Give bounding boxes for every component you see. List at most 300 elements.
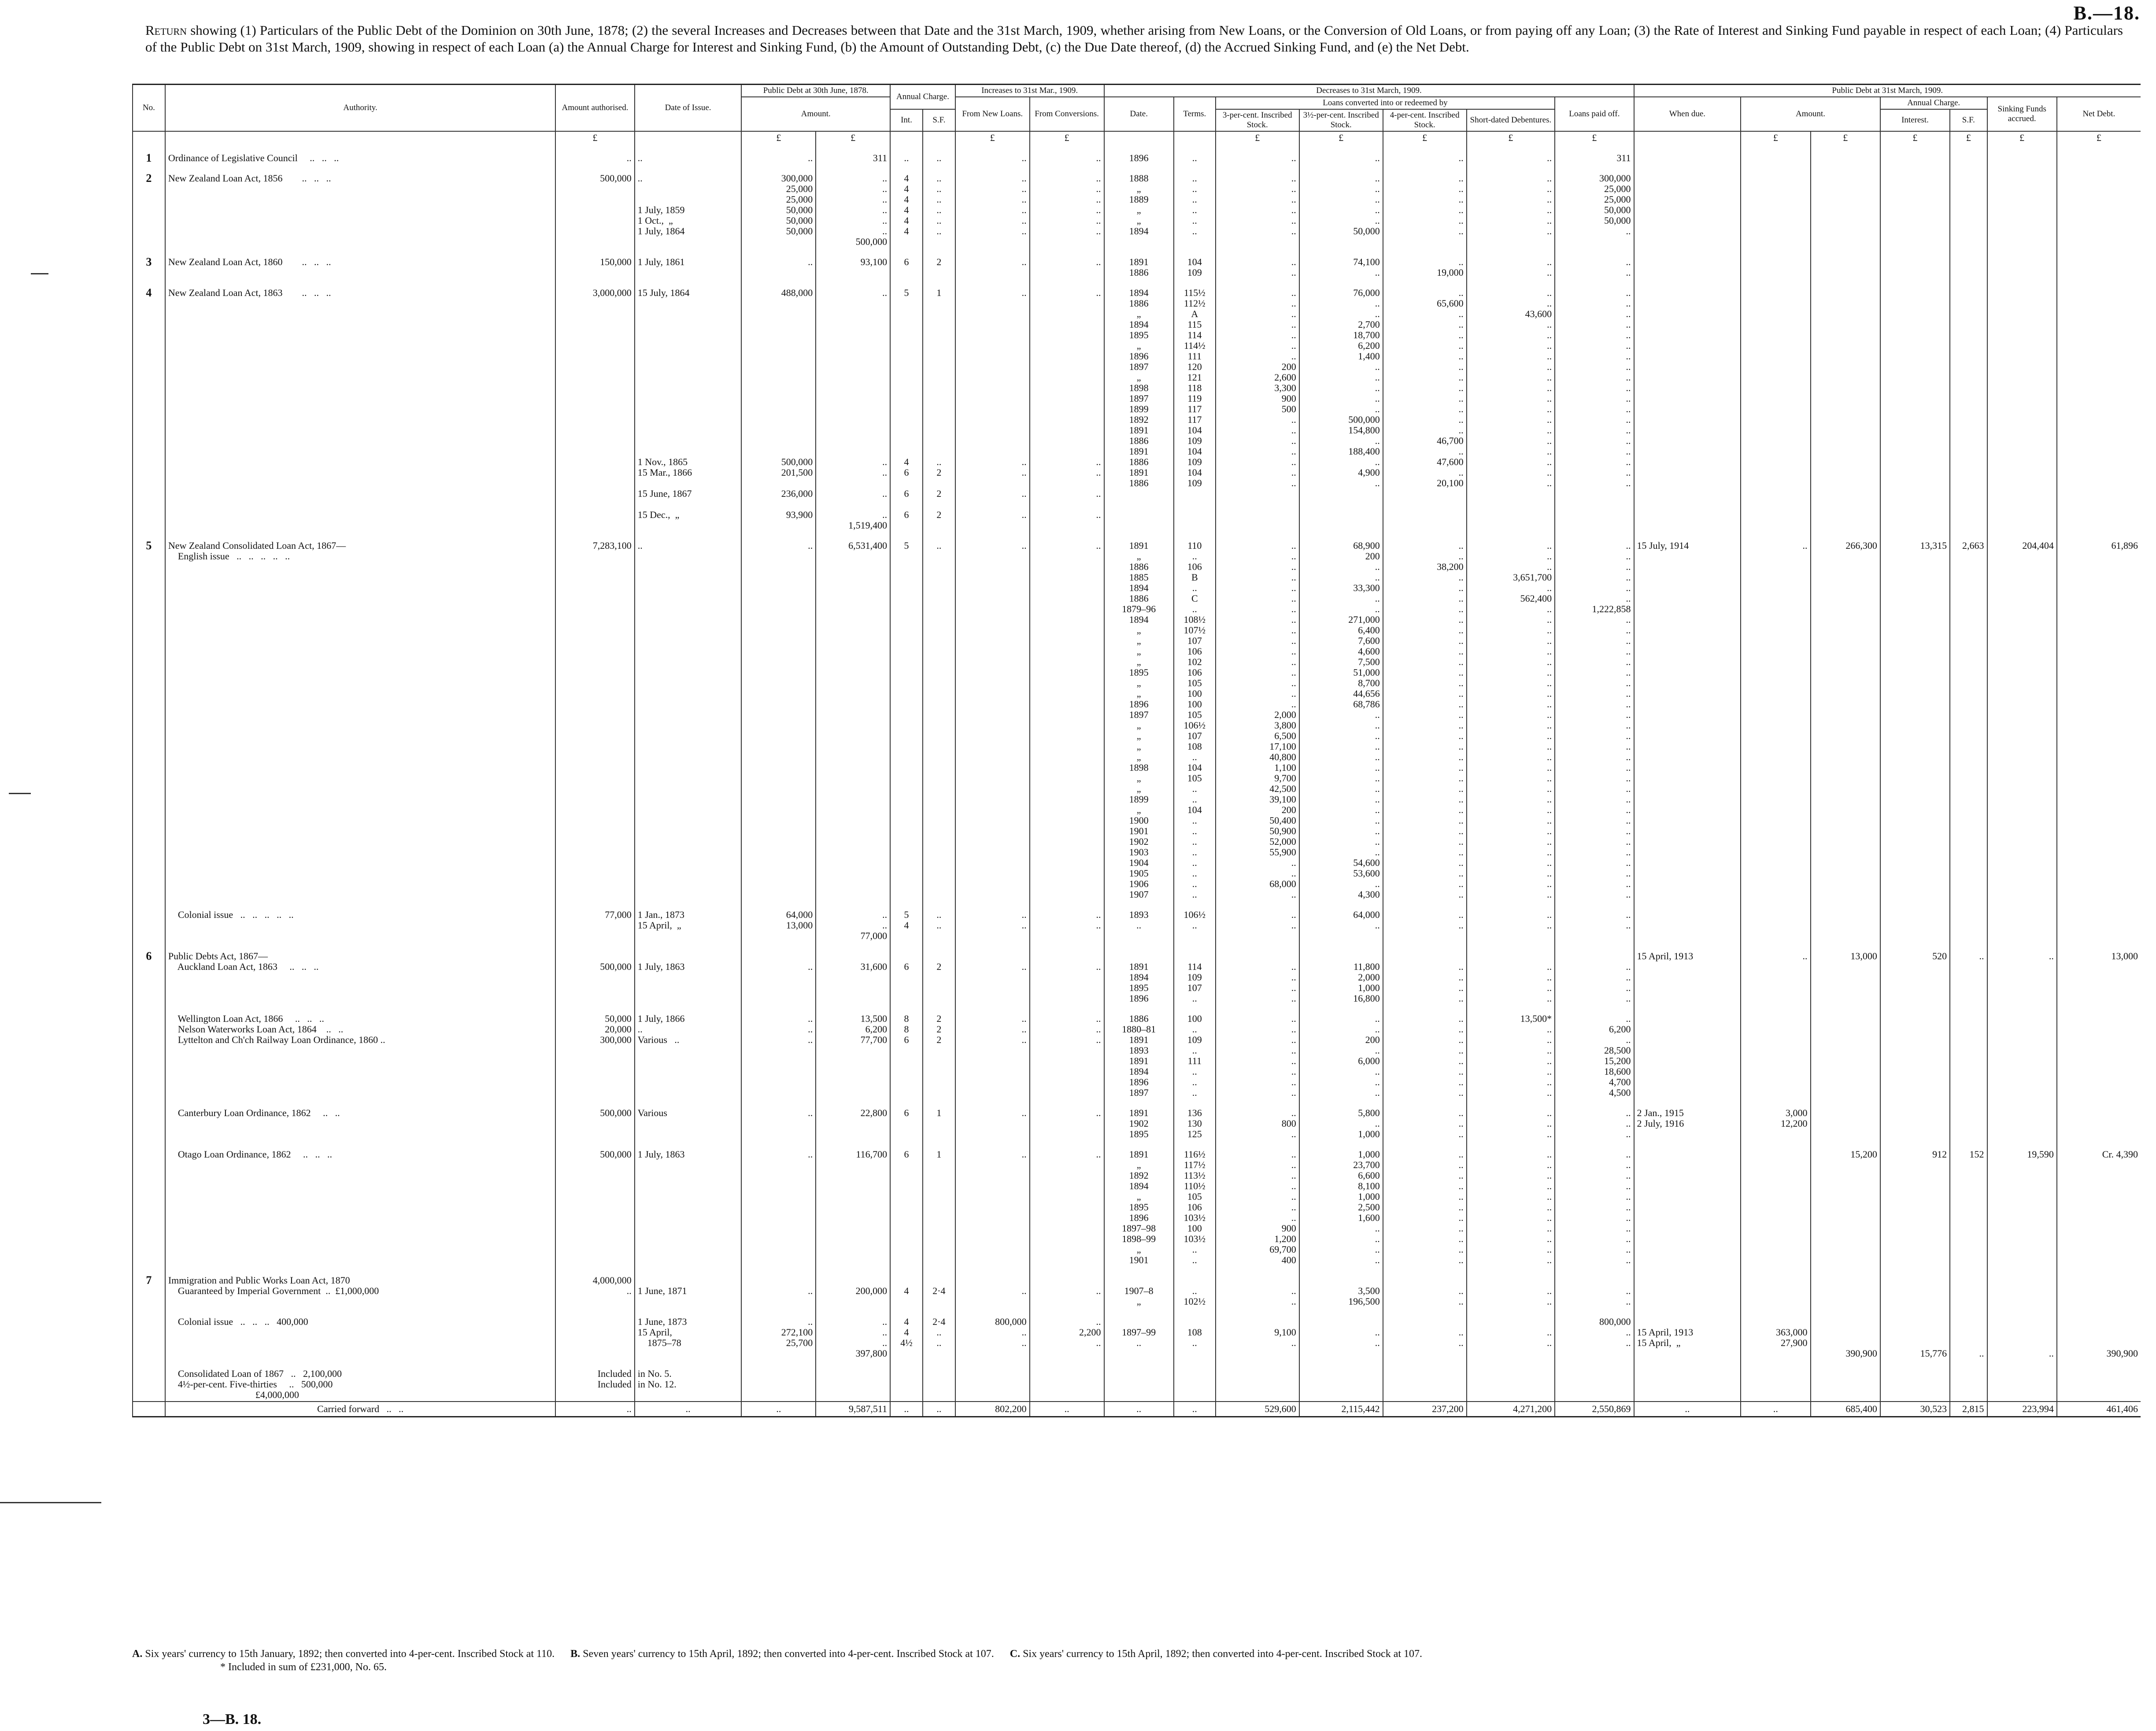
cell-s3: .. .. .. .. .. .. .. .. .. .. .. .. .. .. .. .. 2,000 3,800 6,500 17,100 40,800 1,100 9,700 42,500 39,100 200 50,400 50,900 52,000 55,900 .. .. 68,000 .. bbox=[1216, 532, 1299, 901]
cell-s3: .. .. .. .. .. .. .. .. bbox=[1216, 1005, 1299, 1099]
cell: 2,115,442 bbox=[1299, 1402, 1383, 1417]
cell-asf bbox=[1950, 1266, 1987, 1308]
header-4pc: 4-per-cent. Inscribed Stock. bbox=[1383, 109, 1467, 131]
loan-row bbox=[133, 279, 2141, 532]
cell-due bbox=[1634, 1360, 1741, 1402]
loan-number: 5 bbox=[133, 532, 165, 901]
cell-due: 2 Jan., 1915 2 July, 1916 bbox=[1634, 1099, 1741, 1140]
margin-mark bbox=[9, 793, 31, 794]
cell-asf bbox=[1950, 248, 1987, 279]
header-increases: Increases to 31st Mar., 1909. bbox=[955, 85, 1104, 97]
cell-am1: 3,000 12,200 bbox=[1741, 1099, 1810, 1140]
header-3half-pc: 3½-per-cent. Inscribed Stock. bbox=[1299, 109, 1383, 131]
cell-a1: .. bbox=[741, 532, 816, 901]
cell-sf: 1 bbox=[923, 1099, 955, 1140]
authority-cell: Ordinance of Legislative Council .. .. .. bbox=[165, 144, 555, 164]
cell-doi: Various bbox=[635, 1099, 742, 1140]
cell-am2 bbox=[1811, 1360, 1880, 1402]
cell-aa: 7,283,100 bbox=[555, 532, 634, 901]
title-text: showing (1) Particulars of the Public Debt of the Dominion on 30th June, 1878; (2) the several Increases and Decreases between that Date and the 31st March, 1909, whether arising from New Loans, or the Conversion of Old Loans, or from paying off any Loan; (3) the Rate of Interest and Sinking Fund payable in respect of each Loan; (4) Particulars of the Public Debt on 31st March, 1909, showing in respect of each Loan (a) the Annual Charge for Interest and Sinking Fund, (b) the Amount of Outstanding Debt, (c) the Due Date thereof, (d) the Accrued Sinking Fund, and (e) the Net Debt. bbox=[145, 22, 2123, 55]
cell: 223,994 bbox=[1987, 1402, 2057, 1417]
header-annual-charge-1909: Annual Charge. bbox=[1880, 97, 1987, 109]
page-footer: 3—B. 18. bbox=[203, 1711, 262, 1727]
title-lead: Return bbox=[145, 22, 187, 38]
cell-asf: 152 bbox=[1950, 1140, 1987, 1266]
cell-doi: in No. 5. in No. 12. bbox=[635, 1360, 742, 1402]
cell-po: .. .. .. bbox=[1555, 1099, 1634, 1140]
cell-am2: 13,000 bbox=[1811, 942, 1880, 1005]
cell-doi: 1 July, 1861 bbox=[635, 248, 742, 279]
cell-sfa: .. bbox=[1987, 942, 2057, 1005]
cell-fc: .. 2,200 .. bbox=[1030, 1308, 1104, 1360]
cell-nl: .. bbox=[955, 942, 1030, 1005]
cell-aa: 500,000 bbox=[555, 942, 634, 1005]
cell-int: 5 4 bbox=[890, 901, 923, 942]
cell-a2: .. .. 77,000 bbox=[816, 901, 890, 942]
header-3pc: 3-per-cent. Inscribed Stock. bbox=[1216, 109, 1299, 131]
cell-am2: 266,300 bbox=[1811, 532, 1880, 901]
pound-sign: £ bbox=[1383, 131, 1467, 144]
carried-forward-row bbox=[133, 1402, 2141, 1417]
cell-a2: 31,600 bbox=[816, 942, 890, 1005]
cell-nl: .. bbox=[955, 1140, 1030, 1266]
cell-fc: .. bbox=[1030, 1099, 1104, 1140]
cell-s4: .. .. bbox=[1383, 1308, 1467, 1360]
footnote-b-mark: B. bbox=[570, 1648, 581, 1660]
cell-sf: 2·4 bbox=[923, 1266, 955, 1308]
cell-s4: .. .. .. .. .. .. .. .. .. .. .. bbox=[1383, 1140, 1467, 1266]
cell-nl: .. .. .. .. .. .. bbox=[955, 164, 1030, 248]
cell-am1 bbox=[1741, 279, 1810, 532]
cell-net bbox=[2057, 1005, 2141, 1099]
cell: 4,271,200 bbox=[1467, 1402, 1555, 1417]
loan-number bbox=[133, 901, 165, 942]
header-sinking-funds: Sinking Funds accrued. bbox=[1987, 97, 2057, 131]
cell-nl: .. .. .. bbox=[955, 1005, 1030, 1099]
cell-ai bbox=[1880, 279, 1950, 532]
cell-aa: 77,000 bbox=[555, 901, 634, 942]
cell-am1 bbox=[1741, 1140, 1810, 1266]
cell-s4: .. .. .. .. bbox=[1383, 942, 1467, 1005]
cell-net bbox=[2057, 1360, 2141, 1402]
cell-sf: 1 .. 2 2 2 bbox=[923, 279, 955, 532]
cell-sfa: 19,590 bbox=[1987, 1140, 2057, 1266]
cell-nl: .. .. .. .. .. bbox=[955, 279, 1030, 532]
cell-net: 390,900 bbox=[2057, 1308, 2141, 1360]
cell-doi: 1 July, 1866 .. Various .. bbox=[635, 1005, 742, 1099]
loan-row bbox=[133, 1308, 2141, 1360]
cell-dt: 1891 „ 1892 1894 „ 1895 1896 1897–98 1898–99 „ 1901 bbox=[1104, 1140, 1174, 1266]
cell-tm: .. bbox=[1174, 144, 1216, 164]
cell-sfa bbox=[1987, 1266, 2057, 1308]
loan-row bbox=[133, 164, 2141, 248]
cell-aa bbox=[555, 1308, 634, 1360]
cell-s35: .. .. bbox=[1299, 1308, 1383, 1360]
cell-a1: .. .. .. bbox=[741, 1005, 816, 1099]
pound-sign: £ bbox=[816, 131, 890, 144]
footnote-b: Seven years' currency to 15th April, 1892; then converted into 4-per-cent. Inscribed Stock at 107. bbox=[580, 1648, 994, 1660]
cell-sd: .. .. bbox=[1467, 248, 1555, 279]
loan-row bbox=[133, 144, 2141, 164]
authority-cell: Otago Loan Ordinance, 1862 .. .. .. bbox=[165, 1140, 555, 1266]
authority-cell: Consolidated Loan of 1867 .. 2,100,000 4½-per-cent. Five-thirties .. 500,000 £4,000,000 bbox=[165, 1360, 555, 1402]
cell-s3: .. 800 .. bbox=[1216, 1099, 1299, 1140]
header-from-new-loans: From New Loans. bbox=[955, 97, 1030, 131]
cell-due: 15 April, 1913 bbox=[1634, 942, 1741, 1005]
cell-a1: .. 272,100 25,700 bbox=[741, 1308, 816, 1360]
cell-nl bbox=[955, 1360, 1030, 1402]
pound-sign: £ bbox=[555, 131, 634, 144]
cell-dt: 1886 1880–81 1891 1893 1891 1894 1896 1897 bbox=[1104, 1005, 1174, 1099]
pound-sign: £ bbox=[1987, 131, 2057, 144]
cell-po: .. .. .. .. .. .. 1,222,858 .. .. .. .. .. .. .. .. .. .. .. .. .. .. .. .. .. .. .. .. .. .. .. .. .. .. .. bbox=[1555, 532, 1634, 901]
cell-doi: 1 July, 1863 bbox=[635, 942, 742, 1005]
cell: 685,400 bbox=[1811, 1402, 1880, 1417]
cell-fc: .. bbox=[1030, 1266, 1104, 1308]
header-from-conversions: From Conversions. bbox=[1030, 97, 1104, 131]
cell-int: 6 bbox=[890, 248, 923, 279]
cell-sd bbox=[1467, 1360, 1555, 1402]
cell-sf: .. .. .. .. .. .. bbox=[923, 164, 955, 248]
cell-ai bbox=[1880, 1266, 1950, 1308]
loan-row bbox=[133, 1360, 2141, 1402]
cell-am1 bbox=[1741, 901, 1810, 942]
loan-number: 2 bbox=[133, 164, 165, 248]
cell-tm bbox=[1174, 1360, 1216, 1402]
public-debt-table bbox=[132, 84, 2141, 1417]
cell-doi: 15 July, 1864 1 Nov., 1865 15 Mar., 1866 15 June, 1867 15 Dec., „ bbox=[635, 279, 742, 532]
header-int: Int. bbox=[890, 109, 923, 131]
cell-due bbox=[1634, 1140, 1741, 1266]
cell-net: 13,000 bbox=[2057, 942, 2141, 1005]
cell-int: 6 bbox=[890, 1140, 923, 1266]
cell: .. bbox=[890, 1402, 923, 1417]
cell: 802,200 bbox=[955, 1402, 1030, 1417]
loan-row bbox=[133, 1005, 2141, 1099]
loan-row bbox=[133, 901, 2141, 942]
cell-aa: 500,000 bbox=[555, 164, 634, 248]
cell-am2: 390,900 bbox=[1811, 1308, 1880, 1360]
cell-a1: .. bbox=[741, 1140, 816, 1266]
authority-cell: Colonial issue .. .. .. 400,000 bbox=[165, 1308, 555, 1360]
cell-s35: 68,900 200 .. .. 33,300 .. .. 271,000 6,400 7,600 4,600 7,500 51,000 8,700 44,656 68,786 .. .. .. .. .. .. .. .. .. .. .. .. .. .. 54,600 53,600 .. 4,300 bbox=[1299, 532, 1383, 901]
cell-a1 bbox=[741, 1360, 816, 1402]
cell-int: 4 4 4 4 4 4 bbox=[890, 164, 923, 248]
cell: 30,523 bbox=[1880, 1402, 1950, 1417]
cell-s35: 76,000 .. .. 2,700 18,700 6,200 1,400 .. .. .. .. .. 500,000 154,800 .. 188,400 .. 4,900 .. bbox=[1299, 279, 1383, 532]
cell-a2: 6,531,400 bbox=[816, 532, 890, 901]
header-terms: Terms. bbox=[1174, 97, 1216, 131]
authority-cell: New Zealand Loan Act, 1860 .. .. .. bbox=[165, 248, 555, 279]
cell-dt: 1896 bbox=[1104, 144, 1174, 164]
cell-a2: 93,100 bbox=[816, 248, 890, 279]
authority-cell: Immigration and Public Works Loan Act, 1870 Guaranteed by Imperial Government .. £1,000,000 bbox=[165, 1266, 555, 1308]
pound-sign: £ bbox=[1555, 131, 1634, 144]
loan-number bbox=[133, 1140, 165, 1266]
cell-asf bbox=[1950, 144, 1987, 164]
cell-sfa bbox=[1987, 144, 2057, 164]
cell-ai: 15,776 bbox=[1880, 1308, 1950, 1360]
cell-am2 bbox=[1811, 1005, 1880, 1099]
cell-sf: .. bbox=[923, 532, 955, 901]
cell-s3 bbox=[1216, 1360, 1299, 1402]
cell-dt: 1897–99 .. bbox=[1104, 1308, 1174, 1360]
cell-a2: 311 bbox=[816, 144, 890, 164]
cell: .. bbox=[1030, 1402, 1104, 1417]
cell-asf bbox=[1950, 1099, 1987, 1140]
cell-a1: .. bbox=[741, 248, 816, 279]
cell-am2: 15,200 bbox=[1811, 1140, 1880, 1266]
cell-aa: 3,000,000 bbox=[555, 279, 634, 532]
cell-nl: .. bbox=[955, 248, 1030, 279]
cell-int bbox=[890, 1360, 923, 1402]
cell-am1 bbox=[1741, 1005, 1810, 1099]
cell-a2: 13,500 6,200 77,700 bbox=[816, 1005, 890, 1099]
header-short-dated: Short-dated Debentures. bbox=[1467, 109, 1555, 131]
loan-row bbox=[133, 942, 2141, 1005]
pound-sign: £ bbox=[955, 131, 1030, 144]
cell-dt: 1891 1902 1895 bbox=[1104, 1099, 1174, 1140]
cell-am1 bbox=[1741, 164, 1810, 248]
cell-am1: .. bbox=[1741, 532, 1810, 901]
cell: 529,600 bbox=[1216, 1402, 1299, 1417]
footnote-c-mark: C. bbox=[1010, 1648, 1021, 1660]
cell-am2 bbox=[1811, 1099, 1880, 1140]
cell-po: .. .. bbox=[1555, 1266, 1634, 1308]
cell-nl: .. bbox=[955, 532, 1030, 901]
cell-ai bbox=[1880, 144, 1950, 164]
cell: 2,815 bbox=[1950, 1402, 1987, 1417]
cell-s35: 64,000 .. bbox=[1299, 901, 1383, 942]
cell-nl: .. bbox=[955, 1099, 1030, 1140]
cell-tm: 108 .. bbox=[1174, 1308, 1216, 1360]
cell-asf bbox=[1950, 901, 1987, 942]
cell-aa: 150,000 bbox=[555, 248, 634, 279]
pound-sign: £ bbox=[1299, 131, 1383, 144]
cell-int: 5 bbox=[890, 532, 923, 901]
cell-s4: .. .. 38,200 .. .. .. .. .. .. .. .. .. .. .. .. .. .. .. .. .. .. .. .. .. .. .. .. .. .. .. .. .. .. .. bbox=[1383, 532, 1467, 901]
cell-int: 4 bbox=[890, 1266, 923, 1308]
margin-mark bbox=[0, 1502, 101, 1503]
footnote-star: * Included in sum of £231,000, No. 65. bbox=[220, 1661, 387, 1673]
cell-sf: 2 bbox=[923, 248, 955, 279]
cell-am1 bbox=[1741, 144, 1810, 164]
loan-number: 3 bbox=[133, 248, 165, 279]
cell-tm: 115½ 112½ A 115 114 114½ 111 120 121 118 119 117 117 104 109 104 109 104 109 bbox=[1174, 279, 1216, 532]
cell-s35: 3,500 196,500 bbox=[1299, 1266, 1383, 1308]
cell: .. bbox=[1634, 1402, 1741, 1417]
cell-nl: 800,000 .. .. bbox=[955, 1308, 1030, 1360]
cell-sf: 2 2 2 bbox=[923, 1005, 955, 1099]
cell-tm: 106½ .. bbox=[1174, 901, 1216, 942]
cell-sfa: 204,404 bbox=[1987, 532, 2057, 901]
carried-forward-label: Carried forward .. .. bbox=[165, 1402, 555, 1417]
loan-number bbox=[133, 1005, 165, 1099]
cell-s4: .. 65,600 .. .. .. .. .. .. .. .. .. .. .. .. 46,700 .. 47,600 .. 20,100 bbox=[1383, 279, 1467, 532]
cell-int: 6 bbox=[890, 942, 923, 1005]
cell-aa: .. bbox=[555, 144, 634, 164]
cell-sf: .. .. bbox=[923, 901, 955, 942]
cell-asf bbox=[1950, 1360, 1987, 1402]
cell-ai bbox=[1880, 248, 1950, 279]
cell-s4: .. .. .. .. .. .. .. .. bbox=[1383, 1005, 1467, 1099]
cell-doi: 1 June, 1871 bbox=[635, 1266, 742, 1308]
loan-number: 7 bbox=[133, 1266, 165, 1308]
loan-number bbox=[133, 1099, 165, 1140]
cell-doi: .. 1 July, 1859 1 Oct., „ 1 July, 1864 bbox=[635, 164, 742, 248]
cell: 461,406 bbox=[2057, 1402, 2141, 1417]
cell-s3: .. .. .. .. .. .. .. 900 1,200 69,700 400 bbox=[1216, 1140, 1299, 1266]
cell-int: .. bbox=[890, 144, 923, 164]
header-decreases: Decreases to 31st March, 1909. bbox=[1104, 85, 1634, 97]
cell-sd: .. .. .. 3,651,700 .. 562,400 .. .. .. .. .. .. .. .. .. .. .. .. .. .. .. .. .. .. .. .. .. .. .. .. .. .. .. .. bbox=[1467, 532, 1555, 901]
cell-dt: 1888 „ 1889 „ „ 1894 bbox=[1104, 164, 1174, 248]
pound-sign: £ bbox=[1216, 131, 1299, 144]
pound-sign: £ bbox=[741, 131, 816, 144]
footnotes bbox=[132, 1647, 2141, 1674]
cell-a2: 22,800 bbox=[816, 1099, 890, 1140]
header-sf: S.F. bbox=[923, 109, 955, 131]
cell-sf: 2·4 .. .. bbox=[923, 1308, 955, 1360]
cell-s4: .. .. .. bbox=[1383, 1099, 1467, 1140]
margin-mark bbox=[31, 273, 48, 274]
cell-s4: .. .. bbox=[1383, 901, 1467, 942]
cell: 9,587,511 bbox=[816, 1402, 890, 1417]
cell-sfa bbox=[1987, 901, 2057, 942]
cell-tm: 104 109 bbox=[1174, 248, 1216, 279]
authority-cell: Wellington Loan Act, 1866 .. .. .. Nelson Waterworks Loan Act, 1864 .. .. Lyttelton and Ch'ch Railway Loan Ordinance, 1860 .. bbox=[165, 1005, 555, 1099]
cell-am1: 363,000 27,900 bbox=[1741, 1308, 1810, 1360]
cell: 2,550,869 bbox=[1555, 1402, 1634, 1417]
cell-ai bbox=[1880, 1360, 1950, 1402]
header-amount-authorised: Amount authorised. bbox=[555, 85, 634, 132]
authority-cell: New Zealand Loan Act, 1863 .. .. .. bbox=[165, 279, 555, 532]
cell-sf: 1 bbox=[923, 1140, 955, 1266]
authority-cell: Canterbury Loan Ordinance, 1862 .. .. bbox=[165, 1099, 555, 1140]
cell-am1 bbox=[1741, 1266, 1810, 1308]
cell-a2: .. .. .. .. .. 1,519,400 bbox=[816, 279, 890, 532]
cell-tm: .. 102½ bbox=[1174, 1266, 1216, 1308]
cell-sf: 2 bbox=[923, 942, 955, 1005]
cell-asf bbox=[1950, 1005, 1987, 1099]
cell-s35: .. .. .. .. .. 50,000 bbox=[1299, 164, 1383, 248]
cell: .. bbox=[635, 1402, 742, 1417]
cell-fc: .. bbox=[1030, 248, 1104, 279]
cell-nl: .. bbox=[955, 144, 1030, 164]
cell-po: .. .. .. .. .. .. .. .. .. .. .. bbox=[1555, 1140, 1634, 1266]
cell-dt: 1893 .. bbox=[1104, 901, 1174, 942]
cell-asf bbox=[1950, 164, 1987, 248]
currency-row bbox=[133, 131, 2141, 144]
cell-am2 bbox=[1811, 144, 1880, 164]
header-amount-1909: Amount. bbox=[1741, 97, 1880, 131]
cell-tm: 116½ 117½ 113½ 110½ 105 106 103½ 100 103½ .. .. bbox=[1174, 1140, 1216, 1266]
pound-sign: £ bbox=[1467, 131, 1555, 144]
cell-ai: 13,315 bbox=[1880, 532, 1950, 901]
header-date: Date. bbox=[1104, 97, 1174, 131]
header-loans-paid-off: Loans paid off. bbox=[1555, 97, 1634, 131]
cell-s4: .. .. .. .. .. .. bbox=[1383, 164, 1467, 248]
cell: .. bbox=[923, 1402, 955, 1417]
cell-int: 8 8 6 bbox=[890, 1005, 923, 1099]
cell-fc bbox=[1030, 1360, 1104, 1402]
cell-doi: .. bbox=[635, 144, 742, 164]
cell-s3: .. .. .. .. .. .. .. 200 2,600 3,300 900 500 .. .. .. .. .. .. .. bbox=[1216, 279, 1299, 532]
loan-number bbox=[133, 1360, 165, 1402]
cell-po: 800,000 .. .. bbox=[1555, 1308, 1634, 1360]
cell-s35: 11,800 2,000 1,000 16,800 bbox=[1299, 942, 1383, 1005]
loan-number: 6 bbox=[133, 942, 165, 1005]
cell-asf: 2,663 bbox=[1950, 532, 1987, 901]
cell-due: 15 July, 1914 bbox=[1634, 532, 1741, 901]
cell-dt: 1907–8 „ bbox=[1104, 1266, 1174, 1308]
cell-sfa: .. bbox=[1987, 1308, 2057, 1360]
cell-sd: .. bbox=[1467, 144, 1555, 164]
cell-aa: 500,000 bbox=[555, 1140, 634, 1266]
header-amount: Amount. bbox=[741, 97, 890, 131]
cell-fc: .. bbox=[1030, 942, 1104, 1005]
cell-nl: .. .. bbox=[955, 901, 1030, 942]
header-interest: Interest. bbox=[1880, 109, 1950, 131]
cell-due bbox=[1634, 248, 1741, 279]
cell-aa: 50,000 20,000 300,000 bbox=[555, 1005, 634, 1099]
header-date-of-issue: Date of Issue. bbox=[635, 85, 742, 132]
cell-fc: .. .. bbox=[1030, 901, 1104, 942]
cell-am2 bbox=[1811, 1266, 1880, 1308]
authority-cell: Public Debts Act, 1867— Auckland Loan Act, 1863 .. .. .. bbox=[165, 942, 555, 1005]
authority-cell: New Zealand Consolidated Loan Act, 1867— English issue .. .. .. .. .. bbox=[165, 532, 555, 901]
pound-sign: £ bbox=[1741, 131, 1810, 144]
cell-po: .. .. bbox=[1555, 248, 1634, 279]
cell-s4 bbox=[1383, 1360, 1467, 1402]
cell-aa: 500,000 bbox=[555, 1099, 634, 1140]
pound-sign: £ bbox=[2057, 131, 2141, 144]
cell-nl: .. bbox=[955, 1266, 1030, 1308]
cell-sd: .. .. .. .. .. .. bbox=[1467, 164, 1555, 248]
loan-row bbox=[133, 1140, 2141, 1266]
cell-int: 6 bbox=[890, 1099, 923, 1140]
cell-asf: .. bbox=[1950, 1308, 1987, 1360]
cell-s3: .. bbox=[1216, 144, 1299, 164]
cell-due: 15 April, 1913 15 April, „ bbox=[1634, 1308, 1741, 1360]
cell-am2 bbox=[1811, 279, 1880, 532]
cell-s4: .. 19,000 bbox=[1383, 248, 1467, 279]
cell-s35: .. bbox=[1299, 144, 1383, 164]
cell-sd: .. .. .. .. bbox=[1467, 942, 1555, 1005]
cell-a2: 200,000 bbox=[816, 1266, 890, 1308]
cell-ai bbox=[1880, 164, 1950, 248]
cell-tm: 100 .. 109 .. 111 .. .. .. bbox=[1174, 1005, 1216, 1099]
loan-row bbox=[133, 532, 2141, 901]
pound-sign: £ bbox=[1030, 131, 1104, 144]
cell-s35: .. .. 200 .. 6,000 .. .. .. bbox=[1299, 1005, 1383, 1099]
cell-dt: 1891 1894 1895 1896 bbox=[1104, 942, 1174, 1005]
cell-dt: 1891 1886 bbox=[1104, 248, 1174, 279]
cell-tm: .. .. .. .. .. .. bbox=[1174, 164, 1216, 248]
cell-s3: .. .. bbox=[1216, 248, 1299, 279]
cell-tm: 110 .. 106 B .. C .. 108½ 107½ 107 106 102 106 105 100 100 105 106½ 107 108 .. 104 105 .. .. 104 .. .. .. .. .. .. .. .. bbox=[1174, 532, 1216, 901]
header-converted: Loans converted into or redeemed by bbox=[1216, 97, 1555, 109]
cell-sfa bbox=[1987, 1099, 2057, 1140]
cell: .. bbox=[1174, 1402, 1216, 1417]
cell-due bbox=[1634, 1266, 1741, 1308]
cell-dt: 1894 1886 „ 1894 1895 „ 1896 1897 „ 1898 1897 1899 1892 1891 1886 1891 1886 1891 1886 bbox=[1104, 279, 1174, 532]
cell-po: .. .. .. .. bbox=[1555, 942, 1634, 1005]
cell-sd: 13,500* .. .. .. .. .. .. .. bbox=[1467, 1005, 1555, 1099]
page-reference: B.—18. bbox=[2073, 2, 2140, 24]
cell-doi: .. bbox=[635, 532, 742, 901]
cell: .. bbox=[555, 1402, 634, 1417]
